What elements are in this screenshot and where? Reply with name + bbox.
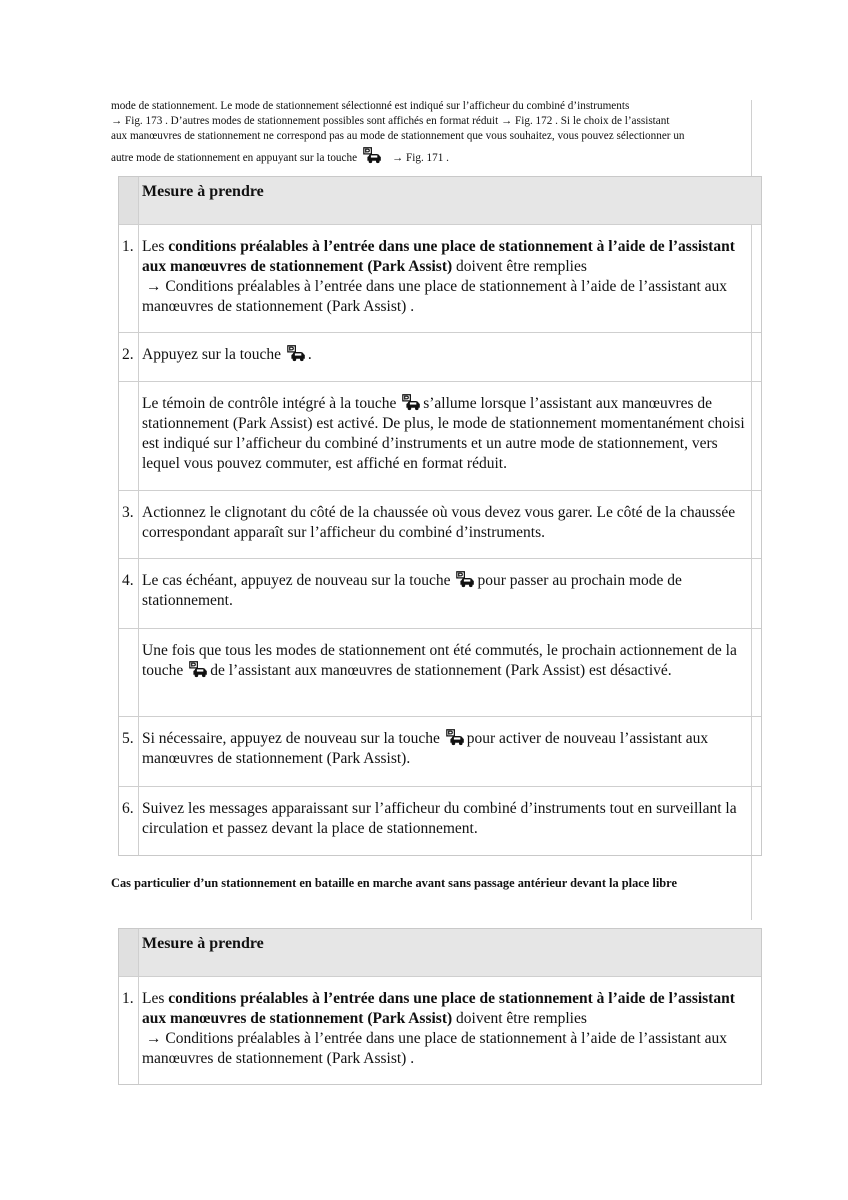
park-assist-button-icon — [287, 345, 306, 362]
park-assist-button-icon — [189, 661, 208, 678]
step-number: 4. — [122, 572, 134, 589]
intro-line: autre mode de stationnement en appuyant sur la touche → Fig. 171 . — [111, 147, 741, 166]
park-assist-button-icon — [363, 147, 382, 164]
intro-line: mode de stationnement. Le mode de stationnement sélectionné est indiqué sur l’afficheur du combiné d’instruments — [111, 100, 630, 112]
table-row — [119, 382, 761, 491]
section-heading: Cas particulier d’un stationnement en bataille en marche avant sans passage antérieur devant la place libre — [111, 876, 677, 890]
step-text: Appuyez sur la touche . — [142, 346, 312, 363]
step-note: Une fois que tous les modes de stationnement ont été commutés, le prochain actionnement de la touche de l’assistant aux manœuvres de stationnement (Park Assist) est désactivé. — [142, 642, 737, 679]
step-number: 3. — [122, 504, 134, 521]
step-text: Le cas échéant, appuyez de nouveau sur la touche pour passer au prochain mode de stationnement. — [142, 572, 682, 609]
intro-line: aux manœuvres de stationnement ne correspond pas au mode de stationnement que vous souhaitez, vous pouvez sélectionner un — [111, 130, 685, 142]
table-header: Mesure à prendre — [142, 935, 264, 952]
step-text: Les conditions préalables à l’entrée dans une place de stationnement à l’aide de l’assistant aux manœuvres de stationnement (Park Assist) doivent être remplies → Conditions préalables à l’entrée dans une place de stationnement à l’aide de l’assistant aux manœuvres de stationnement (Park Assist) . — [142, 990, 735, 1067]
step-note: Le témoin de contrôle intégré à la touche s’allume lorsque l’assistant aux manœuvres de stationnement (Park Assist) est activé. De plus, le mode de stationnement momentanément choisi est indiqué sur l’afficheur du combiné d’instruments et un autre mode de stationnement, vers lequel vous pouvez commuter, est affiché en format réduit. — [142, 395, 745, 472]
table-row — [119, 787, 761, 855]
table-row — [119, 491, 761, 559]
intro-paragraph — [111, 99, 741, 166]
table-row — [119, 225, 761, 333]
step-number: 1. — [122, 238, 134, 255]
intro-line: → Fig. 173 . D’autres modes de stationnement possibles sont affichés en format réduit → Fig. 172 . Si le choix de l’assistant — [111, 115, 670, 127]
table-row — [119, 629, 761, 717]
steps-table — [118, 176, 762, 856]
table-row — [119, 717, 761, 787]
table-header-row — [119, 929, 761, 977]
table-row — [119, 559, 761, 629]
step-text: Suivez les messages apparaissant sur l’afficheur du combiné d’instruments tout en surveillant la circulation et passez devant la place de stationnement. — [142, 800, 737, 837]
step-number: 6. — [122, 800, 134, 817]
step-number: 1. — [122, 990, 134, 1007]
park-assist-button-icon — [456, 571, 475, 588]
step-number: 5. — [122, 730, 134, 747]
park-assist-button-icon — [446, 729, 465, 746]
table-row — [119, 977, 761, 1084]
step-number: 2. — [122, 346, 134, 363]
table-header: Mesure à prendre — [142, 183, 264, 200]
park-assist-button-icon — [402, 394, 421, 411]
table-row — [119, 333, 761, 382]
step-text: Actionnez le clignotant du côté de la chaussée où vous devez vous garer. Le côté de la chaussée correspondant apparaît sur l’afficheur du combiné d’instruments. — [142, 504, 736, 541]
steps-table — [118, 928, 762, 1085]
table-header-row — [119, 177, 761, 225]
step-text: Les conditions préalables à l’entrée dans une place de stationnement à l’aide de l’assistant aux manœuvres de stationnement (Park Assist) doivent être remplies → Conditions préalables à l’entrée dans une place de stationnement à l’aide de l’assistant aux manœuvres de stationnement (Park Assist) . — [142, 238, 735, 315]
step-text: Si nécessaire, appuyez de nouveau sur la touche pour activer de nouveau l’assistant aux manœuvres de stationnement (Park Assist). — [142, 730, 709, 767]
